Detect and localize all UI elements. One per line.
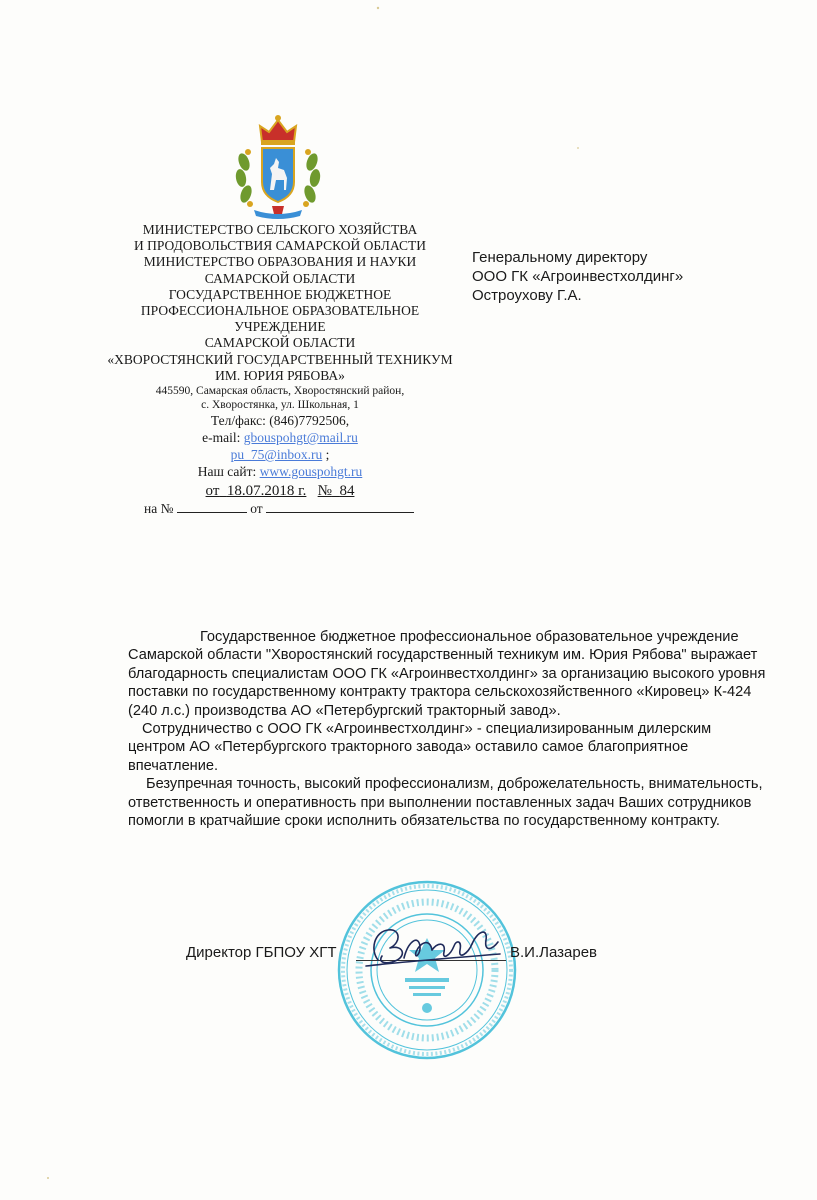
address-line: 445590, Самарская область, Хворостянский район,	[155, 385, 405, 397]
website-link[interactable]: www.gouspohgt.ru	[259, 464, 363, 479]
addressee-name: Остроухову Г.А.	[472, 287, 582, 304]
letterhead-line: УЧРЕЖДЕНИЕ	[234, 319, 326, 335]
date-prefix: от	[205, 483, 220, 499]
letterhead-line: МИНИСТЕРСТВО СЕЛЬСКОГО ХОЗЯЙСТВА	[142, 222, 418, 237]
website-row	[100, 463, 460, 480]
body-paragraph: Безупречная точность, высокий профессионализм, доброжелательность, внимательность, ответственность и оперативность при выполнении поставленных задач Ваших сотрудников помогли в кратчайшие сроки исполнить обязательства по государственному контракту.	[128, 776, 763, 830]
letterhead-line: «ХВОРОСТЯНСКИЙ ГОСУДАРСТВЕННЫЙ ТЕХНИКУМ	[107, 351, 453, 367]
outgoing-date: 18.07.2018 г.	[226, 483, 307, 499]
phone-fax: Тел/факс: (846)7792506,	[210, 413, 350, 428]
reference-line	[144, 500, 414, 517]
letterhead-line: САМАРСКОЙ ОБЛАСТИ	[204, 335, 356, 351]
ref-date-label: от	[250, 501, 263, 516]
addressee-company: ООО ГК «Агроинвестхолдинг»	[472, 268, 684, 285]
ref-number-label: на №	[144, 501, 174, 516]
signatory-title: Директор ГБПОУ ХГТ	[186, 944, 337, 961]
body-paragraph: Государственное бюджетное профессиональное образовательное учреждение Самарской области "Хворостянский государственный техникум им. Юрия Рябова" выражает благодарность специалистам ООО ГК «Агроинвестхолдинг» за организацию высокого уровня поставки по государственному контракту трактора сельскохозяйственного «Кировец» К-424 (240 л.с.) производства АО «Петербургский тракторный завод».	[128, 629, 766, 719]
letterhead-line: ПРОФЕССИОНАЛЬНОЕ ОБРАЗОВАТЕЛЬНОЕ	[140, 303, 420, 319]
body-paragraph: Сотрудничество с ООО ГК «Агроинвестхолдинг» - специализированным дилерским центром АО «Петербургского тракторного завода» оставило самое благоприятное впечатление.	[128, 721, 712, 774]
letterhead	[100, 222, 460, 384]
handwritten-signature	[360, 920, 505, 978]
letterhead-line: И ПРОДОВОЛЬСТВИЯ САМАРСКОЙ ОБЛАСТИ	[133, 238, 427, 254]
outgoing-number: 84	[339, 483, 355, 499]
letterhead-line: МИНИСТЕРСТВО ОБРАЗОВАНИЯ И НАУКИ	[143, 254, 417, 270]
coat-of-arms-emblem	[232, 112, 324, 222]
letterhead-contacts	[100, 384, 460, 501]
outgoing-date-number	[100, 482, 460, 501]
letter-body	[128, 628, 768, 830]
addressee-block	[472, 248, 683, 305]
signature-block	[186, 944, 598, 961]
email-suffix: ;	[322, 447, 330, 462]
email-row	[100, 429, 460, 446]
letterhead-line: ГОСУДАРСТВЕННОЕ БЮДЖЕТНОЕ	[168, 286, 392, 302]
letterhead-line: САМАРСКОЙ ОБЛАСТИ	[204, 270, 356, 286]
number-label: №	[317, 483, 332, 499]
email-label: e-mail:	[202, 430, 241, 445]
addressee-position: Генеральному директору	[472, 249, 648, 266]
address-line: с. Хворостянка, ул. Школьная, 1	[201, 399, 359, 411]
email-row-secondary	[100, 446, 460, 463]
ref-date-blank	[266, 500, 414, 513]
website-label: Наш сайт:	[197, 464, 257, 479]
email-link-primary[interactable]: gbouspohgt@mail.ru	[243, 430, 358, 445]
letterhead-line: ИМ. ЮРИЯ РЯБОВА»	[215, 367, 345, 383]
signatory-name: В.И.Лазарев	[510, 944, 598, 961]
ref-number-blank	[177, 500, 247, 513]
email-link-secondary[interactable]: pu_75@inbox.ru	[230, 447, 323, 462]
